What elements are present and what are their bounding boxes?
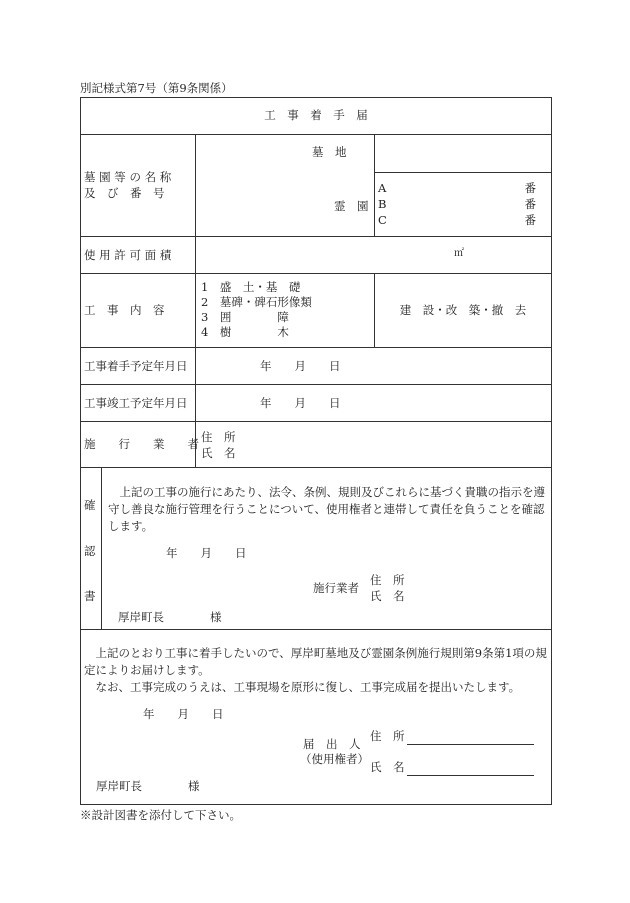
applicant-sub-label: （使用権者） [300,752,369,766]
form-title: 工 事 着 手 届 [264,108,368,122]
applicant-address-label: 住 所 [370,729,405,743]
end-date-value: 年 月 日 [260,396,341,410]
work-label: 工 事 内 容 [84,303,165,317]
work-item: 1 盛 土・基 礎 [201,280,301,294]
area-unit: ㎡ [454,248,464,259]
confirmation-mayor: 厚岸町長 様 [118,610,222,624]
form-id: 別記様式第7号（第9条関係） [80,81,233,95]
applicant-label: 届 出 人 [303,737,361,751]
confirmation-text: 上記の工事の施行にあたり、法令、条例、規則及びこれらに基づく貴職の指示を遵守し善良な施行管理を行うことについて、使用権者と連帯して責任を負うことを確認します。 [108,485,545,533]
declaration-mayor: 厚岸町長 様 [96,779,200,793]
confirm-side-char: 書 [84,589,96,603]
confirmation-signer: 施行業者 [313,581,359,595]
work-item: 3 囲 障 [201,310,289,324]
declaration-date: 年 月 日 [143,707,224,721]
work-item: 4 樹 木 [201,325,289,339]
declaration-text: 上記のとおり工事に着手したいので、厚岸町墓地及び霊園条例施行規則第9条第1項の規定によりお届けします。 [84,646,547,677]
cemetery-row: C 番 [378,213,536,227]
footnote: ※設計図書を添付して下さい。 [80,808,241,822]
contractor-label: 施 行 業 者 [84,437,199,451]
applicant-name-line [407,775,534,776]
bochi-label: 墓 地 [312,145,347,159]
start-date-value: 年 月 日 [260,359,341,373]
applicant-address-line [407,744,534,745]
declaration-note: なお、工事完成のうえは、工事現場を原形に復し、工事完成届を提出いたします。 [95,680,521,694]
cemetery-label-line1: 墓 園 等 の 名 称 [84,170,172,184]
cemetery-row: A 番 [378,181,536,195]
confirm-side-char: 確 [84,498,96,512]
end-date-label: 工事竣工予定年月日 [84,396,188,410]
reien-label: 霊 園 [334,199,369,213]
work-types: 建 設・改 築・撤 去 [399,303,527,317]
confirm-side-char: 認 [84,544,96,558]
cemetery-label-line2: 及 び 番 号 [84,186,165,200]
confirmation-date: 年 月 日 [166,546,247,560]
work-item: 2 墓碑・碑石形像類 [201,295,312,309]
area-label: 使 用 許 可 面 積 [84,248,172,262]
applicant-name-label: 氏 名 [370,760,405,774]
confirmation-address-label: 住 所 [370,573,405,587]
cemetery-row: B 番 [378,197,536,211]
start-date-label: 工事着手予定年月日 [84,359,188,373]
confirmation-name-label: 氏 名 [370,589,405,603]
contractor-name-label: 氏 名 [201,446,236,460]
contractor-address-label: 住 所 [201,430,236,444]
